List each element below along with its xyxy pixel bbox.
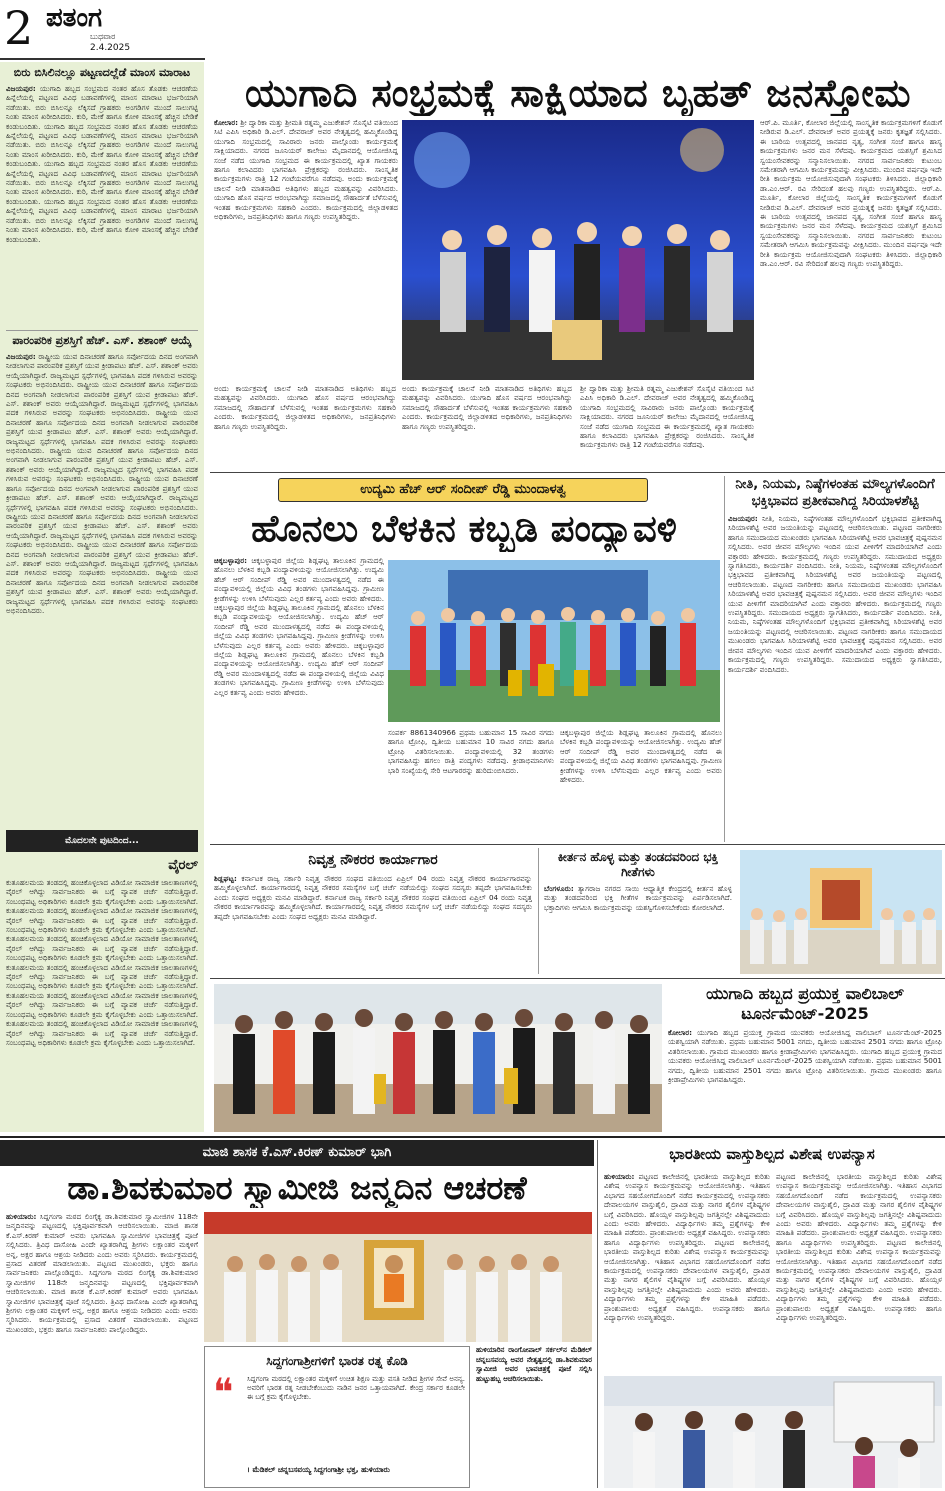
stage-photo-illustration — [402, 120, 754, 380]
vastu-photo — [604, 1376, 942, 1488]
story-body-filler: ಕುತೂಹಲಮಯ ತಂಡದಲ್ಲಿ ಹಂಚಿಕೊಳ್ಳಲಾದ ವಿಡಿಯೋ ಸಾಮಾಜಿಕ ಜಾಲತಾಣಗಳಲ್ಲಿ ವೈರಲ್ ಆಗಿದ್ದು ಸಾರ್ವಜನಿಕರು ಈ ಬಗ್ಗೆ ವ್ಯಾಪಕ ಚರ್ಚೆ ನಡೆಸುತ್ತಿದ್ದಾರೆ. ಸಂಬಂಧಪಟ್ಟ ಅಧಿಕಾರಿಗಳು ಕೂಡಲೇ ಕ್ರಮ ಕೈಗೊಳ್ಳಬೇಕು ಎಂದು ಒತ್ತಾಯಿಸಲಾಗಿದೆ. — [6, 990, 198, 1019]
sidebar-story-award — [6, 334, 198, 824]
continued-label: ಮೊದಲನೇ ಪುಟದಿಂದ... — [65, 836, 139, 846]
story-headline: ನಿವೃತ್ತ ನೌಕರರ ಕಾರ್ಯಾಗಾರ — [308, 852, 438, 868]
divider — [6, 330, 198, 331]
story-body-filler: ಅಂದು ಕಾರ್ಯಕ್ರಮಕ್ಕೆ ಚಾಲನೆ ನೀಡಿ ಮಾತನಾಡಿದ ಅತಿಥಿಗಳು ಹಬ್ಬದ ಮಹತ್ವವನ್ನು ವಿವರಿಸಿದರು. ಯುಗಾದಿ ಹೊಸ ವರ್ಷದ ಆರಂಭವಾಗಿದ್ದು ಸಮಾಜದಲ್ಲಿ ಸೌಹಾರ್ದತೆ ಬೆಳೆಸುವಲ್ಲಿ ಇಂತಹ ಕಾರ್ಯಕ್ರಮಗಳು ಸಹಕಾರಿ ಎಂದರು. ಕಾರ್ಯಕ್ರಮದಲ್ಲಿ ಜಿಲ್ಲಾಡಳಿತದ ಅಧಿಕಾರಿಗಳು, ಜನಪ್ರತಿನಿಧಿಗಳು ಹಾಗೂ ಗಣ್ಯರು ಉಪಸ್ಥಿತರಿದ್ದರು. — [214, 174, 398, 222]
story-body: ಚಿಕ್ಕಬಳ್ಳಾಪುರ ಜಿಲ್ಲೆಯ ಶಿಡ್ಲಘಟ್ಟ ತಾಲೂಕಿನ ಗ್ರಾಮದಲ್ಲಿ ಹೊನಲು ಬೆಳಕಿನ ಕಬ್ಬಡಿ ಪಂದ್ಯಾವಳಿಯನ್ನು ಆಯೋಜಿಸಲಾಗಿತ್ತು. ಉದ್ಯಮಿ ಹೆಚ್ ಆರ್ ಸಂದೀಪ್ ರೆಡ್ಡಿ ಅವರ ಮುಂದಾಳತ್ವದಲ್ಲಿ ನಡೆದ ಈ ಪಂದ್ಯಾವಳಿಯಲ್ಲಿ ಜಿಲ್ಲೆಯ ವಿವಿಧ ತಂಡಗಳು ಭಾಗವಹಿಸಿದ್ದವು. ಗ್ರಾಮೀಣ ಕ್ರೀಡೆಗಳನ್ನು ಉಳಿಸಿ ಬೆಳೆಸುವುದು ಎಲ್ಲರ ಕರ್ತವ್ಯ ಎಂದು ಅವರು ಹೇಳಿದರು. — [214, 556, 384, 603]
divider — [210, 844, 945, 845]
kabaddi-photo — [388, 560, 720, 722]
page-number: 2 — [4, 1, 34, 55]
story-headline: ಬಿರು ಬಿಸಿಲಿನಲ್ಲೂ ಪಟ್ಟಣದಲ್ಲೆಡೆ ಮಾಂಸ ಮಾರಾಟ — [13, 66, 191, 79]
story-body: ಅಂದು ಕಾರ್ಯಕ್ರಮಕ್ಕೆ ಚಾಲನೆ ನೀಡಿ ಮಾತನಾಡಿದ ಅತಿಥಿಗಳು ಹಬ್ಬದ ಮಹತ್ವವನ್ನು ವಿವರಿಸಿದರು. ಯುಗಾದಿ ಹೊಸ ವರ್ಷದ ಆರಂಭವಾಗಿದ್ದು ಸಮಾಜದಲ್ಲಿ ಸೌಹಾರ್ದತೆ ಬೆಳೆಸುವಲ್ಲಿ ಇಂತಹ ಕಾರ್ಯಕ್ರಮಗಳು ಸಹಕಾರಿ ಎಂದರು. ಕಾರ್ಯಕ್ರಮದಲ್ಲಿ ಜಿಲ್ಲಾಡಳಿತದ ಅಧಿಕಾರಿಗಳು, ಜನಪ್ರತಿನಿಧಿಗಳು ಹಾಗೂ ಗಣ್ಯರು ಉಪಸ್ಥಿತರಿದ್ದರು. — [214, 384, 396, 431]
story-body: ಪಟ್ಟಣದ ಕಾಲೇಜಿನಲ್ಲಿ ಭಾರತೀಯ ವಾಸ್ತುಶಿಲ್ಪದ ಕುರಿತು ವಿಶೇಷ ಉಪನ್ಯಾಸ ಕಾರ್ಯಕ್ರಮವನ್ನು ಆಯೋಜಿಸಲಾಗಿತ್ತು. ಇತಿಹಾಸ ವಿಭಾಗದ ಸಹಯೋಗದೊಂದಿಗೆ ನಡೆದ ಕಾರ್ಯಕ್ರಮದಲ್ಲಿ ಉಪನ್ಯಾಸಕರು ದೇವಾಲಯಗಳ ವಾಸ್ತುಶೈಲಿ, ದ್ರಾವಿಡ ಮತ್ತು ನಾಗರ ಶೈಲಿಗಳ ವೈಶಿಷ್ಟ್ಯಗಳ ಬಗ್ಗೆ ವಿವರಿಸಿದರು. ಹೊಯ್ಸಳ ವಾಸ್ತುಶಿಲ್ಪವು ಜಗತ್ತಿನಲ್ಲೇ ವಿಶಿಷ್ಟವಾದುದು ಎಂದು ಅವರು ಹೇಳಿದರು. ವಿದ್ಯಾರ್ಥಿಗಳು ತಮ್ಮ ಪ್ರಶ್ನೆಗಳನ್ನು ಕೇಳಿ ಮಾಹಿತಿ ಪಡೆದರು. ಪ್ರಾಂಶುಪಾಲರು ಅಧ್ಯಕ್ಷತೆ ವಹಿಸಿದ್ದರು. ಉಪನ್ಯಾಸಕರು ಹಾಗೂ ವಿದ್ಯಾರ್ಥಿಗಳು ಉಪಸ್ಥಿತರಿದ್ದರು. — [604, 1172, 770, 1247]
story-body-filler: ಕರ್ನಾಟಕ ರಾಜ್ಯ ಸರ್ಕಾರಿ ನಿವೃತ್ತ ನೌಕರರ ಸಂಘದ ವತಿಯಿಂದ ಏಪ್ರಿಲ್ 04 ರಂದು ನಿವೃತ್ತ ನೌಕರರ ಕಾರ್ಯಾಗಾರವನ್ನು ಹಮ್ಮಿಕೊಳ್ಳಲಾಗಿದೆ. ಕಾರ್ಯಾಗಾರದಲ್ಲಿ ನಿವೃತ್ತ ನೌಕರರ ಸಮಸ್ಯೆಗಳ ಬಗ್ಗೆ ಚರ್ಚೆ ನಡೆಯಲಿದ್ದು ಸಂಘದ ಸದಸ್ಯರು ತಪ್ಪದೇ ಭಾಗವಹಿಸಬೇಕು ಎಂದು ಸಂಘದ ಅಧ್ಯಕ್ಷರು ಮನವಿ ಮಾಡಿದ್ದಾರೆ. — [214, 892, 532, 921]
story-body-filler: ಸಿದ್ದಗಂಗಾ ಮಠದ ಲಿಂಗೈಕ್ಯ ಡಾ.ಶಿವಕುಮಾರ ಸ್ವಾಮೀಜಿಗಳ 118ನೇ ಜನ್ಮದಿನವನ್ನು ಪಟ್ಟಣದಲ್ಲಿ ಭಕ್ತಿಪೂರ್ವಕವಾಗಿ ಆಚರಿಸಲಾಯಿತು. ಮಾಜಿ ಶಾಸಕ ಕೆ.ಎಸ್.ಕಿರಣ್ ಕುಮಾರ್ ಅವರು ಭಾಗವಹಿಸಿ ಸ್ವಾಮೀಜಿಗಳ ಭಾವಚಿತ್ರಕ್ಕೆ ಪೂಜೆ ಸಲ್ಲಿಸಿದರು. ತ್ರಿವಿಧ ದಾಸೋಹಿ ಎಂದೇ ಖ್ಯಾತರಾಗಿದ್ದ ಶ್ರೀಗಳು ಲಕ್ಷಾಂತರ ಮಕ್ಕಳಿಗೆ ಅನ್ನ, ಅಕ್ಷರ ಹಾಗೂ ಆಶ್ರಯ ನೀಡಿದರು ಎಂದು ಅವರು ಸ್ಮರಿಸಿದರು. ಕಾರ್ಯಕ್ರಮದಲ್ಲಿ ಪ್ರಸಾದ ವಿತರಣೆ ಮಾಡಲಾಯಿತು. ಪಟ್ಟಣದ ಮುಖಂಡರು, ಭಕ್ತರು ಹಾಗೂ ಸಾರ್ವಜನಿಕರು ಪಾಲ್ಗೊಂಡಿದ್ದರು. — [6, 1268, 198, 1334]
dateline: ವಿಜಯಪುರ: — [728, 514, 758, 523]
story-body-filler: ಕುತೂಹಲಮಯ ತಂಡದಲ್ಲಿ ಹಂಚಿಕೊಳ್ಳಲಾದ ವಿಡಿಯೋ ಸಾಮಾಜಿಕ ಜಾಲತಾಣಗಳಲ್ಲಿ ವೈರಲ್ ಆಗಿದ್ದು ಸಾರ್ವಜನಿಕರು ಈ ಬಗ್ಗೆ ವ್ಯಾಪಕ ಚರ್ಚೆ ನಡೆಸುತ್ತಿದ್ದಾರೆ. ಸಂಬಂಧಪಟ್ಟ ಅಧಿಕಾರಿಗಳು ಕೂಡಲೇ ಕ್ರಮ ಕೈಗೊಳ್ಳಬೇಕು ಎಂದು ಒತ್ತಾಯಿಸಲಾಗಿದೆ. — [6, 1019, 198, 1047]
column-rule — [597, 1140, 598, 1488]
sidebar-story-meat — [6, 66, 198, 328]
volleyball-photo — [214, 984, 662, 1132]
sidebar-story-viral — [6, 858, 198, 1128]
quote-body: ಸಿದ್ದಗಂಗಾ ಮಠದಲ್ಲಿ ಲಕ್ಷಾಂತರ ಮಕ್ಕಳಿಗೆ ಉಚಿತ ಶಿಕ್ಷಣ ಮತ್ತು ವಸತಿ ನೀಡಿದ ಶ್ರೀಗಳ ಸೇವೆ ಅನನ್ಯ. ಅವರಿಗೆ ಭಾರತ ರತ್ನ ನೀಡಬೇಕೆಂಬುದು ನಾಡಿನ ಜನರ ಒತ್ತಾಯವಾಗಿದೆ. ಕೇಂದ್ರ ಸರ್ಕಾರ ಕೂಡಲೇ ಈ ಬಗ್ಗೆ ಕ್ರಮ ಕೈಗೊಳ್ಳಬೇಕು. — [247, 1375, 465, 1401]
lead-photo — [402, 120, 754, 380]
story-body-filler: ಕುತೂಹಲಮಯ ತಂಡದಲ್ಲಿ ಹಂಚಿಕೊಳ್ಳಲಾದ ವಿಡಿಯೋ ಸಾಮಾಜಿಕ ಜಾಲತಾಣಗಳಲ್ಲಿ ವೈರಲ್ ಆಗಿದ್ದು ಸಾರ್ವಜನಿಕರು ಈ ಬಗ್ಗೆ ವ್ಯಾಪಕ ಚರ್ಚೆ ನಡೆಸುತ್ತಿದ್ದಾರೆ. ಸಂಬಂಧಪಟ್ಟ ಅಧಿಕಾರಿಗಳು ಕೂಡಲೇ ಕ್ರಮ ಕೈಗೊಳ್ಳಬೇಕು ಎಂದು ಒತ್ತಾಯಿಸಲಾಗಿದೆ. — [6, 934, 198, 963]
story-body-filler: ಪಟ್ಟಣದ ಕಾಲೇಜಿನಲ್ಲಿ ಭಾರತೀಯ ವಾಸ್ತುಶಿಲ್ಪದ ಕುರಿತು ವಿಶೇಷ ಉಪನ್ಯಾಸ ಕಾರ್ಯಕ್ರಮವನ್ನು ಆಯೋಜಿಸಲಾಗಿತ್ತು. ಇತಿಹಾಸ ವಿಭಾಗದ ಸಹಯೋಗದೊಂದಿಗೆ ನಡೆದ ಕಾರ್ಯಕ್ರಮದಲ್ಲಿ ಉಪನ್ಯಾಸಕರು ದೇವಾಲಯಗಳ ವಾಸ್ತುಶೈಲಿ, ದ್ರಾವಿಡ ಮತ್ತು ನಾಗರ ಶೈಲಿಗಳ ವೈಶಿಷ್ಟ್ಯಗಳ ಬಗ್ಗೆ ವಿವರಿಸಿದರು. ಹೊಯ್ಸಳ ವಾಸ್ತುಶಿಲ್ಪವು ಜಗತ್ತಿನಲ್ಲೇ ವಿಶಿಷ್ಟವಾದುದು ಎಂದು ಅವರು ಹೇಳಿದರು. ವಿದ್ಯಾರ್ಥಿಗಳು ತಮ್ಮ ಪ್ರಶ್ನೆಗಳನ್ನು ಕೇಳಿ ಮಾಹಿತಿ ಪಡೆದರು. ಪ್ರಾಂಶುಪಾಲರು ಅಧ್ಯಕ್ಷತೆ ವಹಿಸಿದ್ದರು. ಉಪನ್ಯಾಸಕರು ಹಾಗೂ ವಿದ್ಯಾರ್ಥಿಗಳು ಉಪಸ್ಥಿತರಿದ್ದರು. — [604, 1237, 770, 1323]
story-body: ರಾಷ್ಟ್ರೀಯ ಯುವ ದಿನಾಚರಣೆ ಹಾಗೂ ಸರ್ವೋದಯ ದಿನದ ಅಂಗವಾಗಿ ನೀಡಲಾಗುವ ಪಾರಂಪರಿಕ ಪ್ರಶಸ್ತಿಗೆ ಯುವ ಕ್ರೀಡಾಪಟು ಹೆಚ್. ಎಸ್. ಶಶಾಂಕ್ ಅವರು ಆಯ್ಕೆಯಾಗಿದ್ದಾರೆ. ರಾಜ್ಯಮಟ್ಟದ ಸ್ಪರ್ಧೆಗಳಲ್ಲಿ ಭಾಗವಹಿಸಿ ಪದಕ ಗಳಿಸಿರುವ ಅವರನ್ನು ಸಂಘಟಕರು ಅಭಿನಂದಿಸಿದರು. — [6, 352, 198, 390]
story-body-filler: ಚಿಕ್ಕಬಳ್ಳಾಪುರ ಜಿಲ್ಲೆಯ ಶಿಡ್ಲಘಟ್ಟ ತಾಲೂಕಿನ ಗ್ರಾಮದಲ್ಲಿ ಹೊನಲು ಬೆಳಕಿನ ಕಬ್ಬಡಿ ಪಂದ್ಯಾವಳಿಯನ್ನು ಆಯೋಜಿಸಲಾಗಿತ್ತು. ಉದ್ಯಮಿ ಹೆಚ್ ಆರ್ ಸಂದೀಪ್ ರೆಡ್ಡಿ ಅವರ ಮುಂದಾಳತ್ವದಲ್ಲಿ ನಡೆದ ಈ ಪಂದ್ಯಾವಳಿಯಲ್ಲಿ ಜಿಲ್ಲೆಯ ವಿವಿಧ ತಂಡಗಳು ಭಾಗವಹಿಸಿದ್ದವು. ಗ್ರಾಮೀಣ ಕ್ರೀಡೆಗಳನ್ನು ಉಳಿಸಿ ಬೆಳೆಸುವುದು ಎಲ್ಲರ ಕರ್ತವ್ಯ ಎಂದು ಅವರು ಹೇಳಿದರು. — [214, 603, 384, 650]
story-headline: ಪಾರಂಪರಿಕ ಪ್ರಶಸ್ತಿಗೆ ಹೆಚ್. ಎಸ್. ಶಶಾಂಕ್ ಆಯ್ಕೆ — [12, 334, 192, 347]
lecture-hall-photo-illustration — [604, 1376, 942, 1488]
paper-logo: ಪತಂಗ — [46, 3, 103, 33]
story-body: ಚಿಕ್ಕಬಳ್ಳಾಪುರ ಜಿಲ್ಲೆಯ ಶಿಡ್ಲಘಟ್ಟ ತಾಲೂಕಿನ ಗ್ರಾಮದಲ್ಲಿ ಹೊನಲು ಬೆಳಕಿನ ಕಬ್ಬಡಿ ಪಂದ್ಯಾವಳಿಯನ್ನು ಆಯೋಜಿಸಲಾಗಿತ್ತು. ಉದ್ಯಮಿ ಹೆಚ್ ಆರ್ ಸಂದೀಪ್ ರೆಡ್ಡಿ ಅವರ ಮುಂದಾಳತ್ವದಲ್ಲಿ ನಡೆದ ಈ ಪಂದ್ಯಾವಳಿಯಲ್ಲಿ ಜಿಲ್ಲೆಯ ವಿವಿಧ ತಂಡಗಳು ಭಾಗವಹಿಸಿದ್ದವು. ಗ್ರಾಮೀಣ ಕ್ರೀಡೆಗಳನ್ನು ಉಳಿಸಿ ಬೆಳೆಸುವುದು ಎಲ್ಲರ ಕರ್ತವ್ಯ ಎಂದು ಅವರು ಹೇಳಿದರು. — [560, 728, 722, 785]
temple-hall-photo-illustration — [740, 850, 942, 974]
story-body: ಸಂಪರ್ಕ 8861340966 ಪ್ರಥಮ ಬಹುಮಾನ 15 ಸಾವಿರ ನಗದು ಹಾಗೂ ಟ್ರೋಫಿ, ದ್ವಿತೀಯ ಬಹುಮಾನ 10 ಸಾವಿರ ನಗದು ಹಾಗೂ ಟ್ರೋಫಿ ವಿತರಿಸಲಾಯಿತು. ಪಂದ್ಯಾವಳಿಯಲ್ಲಿ 32 ತಂಡಗಳು ಭಾಗವಹಿಸಿದ್ದು ಹಗಲು ರಾತ್ರಿ ಪಂದ್ಯಗಳು ನಡೆದವು. ಕ್ರೀಡಾಭಿಮಾನಿಗಳು ಭಾರಿ ಸಂಖ್ಯೆಯಲ್ಲಿ ಸೇರಿ ಆಟಗಾರರನ್ನು ಹುರಿದುಂಬಿಸಿದರು. — [388, 728, 554, 775]
column-rule — [538, 848, 539, 974]
story-body-filler: ರಾಷ್ಟ್ರೀಯ ಯುವ ದಿನಾಚರಣೆ ಹಾಗೂ ಸರ್ವೋದಯ ದಿನದ ಅಂಗವಾಗಿ ನೀಡಲಾಗುವ ಪಾರಂಪರಿಕ ಪ್ರಶಸ್ತಿಗೆ ಯುವ ಕ್ರೀಡಾಪಟು ಹೆಚ್. ಎಸ್. ಶಶಾಂಕ್ ಅವರು ಆಯ್ಕೆಯಾಗಿದ್ದಾರೆ. ರಾಜ್ಯಮಟ್ಟದ ಸ್ಪರ್ಧೆಗಳಲ್ಲಿ ಭಾಗವಹಿಸಿ ಪದಕ ಗಳಿಸಿರುವ ಅವರನ್ನು ಸಂಘಟಕರು ಅಭಿನಂದಿಸಿದರು. — [6, 446, 198, 484]
quote-title: ಸಿದ್ದಗಂಗಾಶ್ರೀಗಳಿಗೆ ಭಾರತ ರತ್ನ ಕೊಡಿ — [266, 1354, 408, 1368]
continued-banner — [6, 830, 198, 852]
divider — [210, 978, 945, 979]
dateline: ಶಿಡ್ಲಘಟ್ಟ: — [214, 874, 237, 883]
story-headline: ನೀತಿ, ನಿಯಮ, ನಿಷ್ಠೆಗಳಂತಹ ಮೌಲ್ಯಗಳೊಂದಿಗೆ ಭಕ್ತಿಭಾವದ ಪ್ರತೀಕವಾಗಿದ್ದ ಸಿರಿಯಾಳಶೆಟ್ಟಿ — [735, 477, 935, 509]
story-body: ಶ್ರೀ ದ್ವಾರಿಕಾ ಮತ್ತು ಶ್ರೀಮತಿ ರತ್ನಮ್ಮ ಎಜುಕೇಶನ್ ಸೊಸೈಟಿ ವತಿಯಿಂದ ಸಿಟಿ ಎಪಿಸಿ ಅಧಿಕಾರಿ ಡಿ.ಎಲ್. ದೇವರಾಜ್ ಅವರ ನೇತೃತ್ವದಲ್ಲಿ ಹಮ್ಮಿಕೊಂಡಿದ್ದ ಯುಗಾದಿ ಸಂಭ್ರಮದಲ್ಲಿ ಸಾವಿರಾರು ಜನರು ಪಾಲ್ಗೊಂಡು ಕಾರ್ಯಕ್ರಮಕ್ಕೆ ಸಾಕ್ಷಿಯಾದರು. ನಗರದ ಜೂನಿಯರ್ ಕಾಲೇಜು ಮೈದಾನದಲ್ಲಿ ಆಯೋಜಿಸಿದ್ದ ಸಂಜೆ ನಡೆದ ಯುಗಾದಿ ಸಂಭ್ರಮದ ಈ ಕಾರ್ಯಕ್ರಮದಲ್ಲಿ ಖ್ಯಾತ ಗಾಯಕರು ಹಾಗೂ ಕಲಾವಿದರು ಭಾಗವಹಿಸಿ ಪ್ರೇಕ್ಷಕರನ್ನು ರಂಜಿಸಿದರು. ಸಾಂಸ್ಕೃತಿಕ ಕಾರ್ಯಕ್ರಮಗಳು ರಾತ್ರಿ 12 ಗಂಟೆಯವರೆಗೂ ನಡೆದವು. — [214, 118, 398, 184]
column-rule — [724, 476, 725, 842]
story-body-filler: ಯುಗಾದಿ ಹಬ್ಬದ ಸಂಭ್ರಮದ ನಂತರ ಹೊಸ ತೊಡಕು ಆಚರಣೆಯ ಹಿನ್ನೆಲೆಯಲ್ಲಿ ಪಟ್ಟಣದ ವಿವಿಧ ಬಡಾವಣೆಗಳಲ್ಲಿ ಮಾಂಸ ಮಾರಾಟ ಭರ್ಜರಿಯಾಗಿ ನಡೆಯಿತು. ಬಿರು ಬಿಸಿಲನ್ನೂ ಲೆಕ್ಕಿಸದೆ ಗ್ರಾಹಕರು ಅಂಗಡಿಗಳ ಮುಂದೆ ಸಾಲುಗಟ್ಟಿ ನಿಂತು ಮಾಂಸ ಖರೀದಿಸಿದರು. ಕುರಿ, ಮೇಕೆ ಹಾಗೂ ಕೋಳಿ ಮಾಂಸಕ್ಕೆ ಹೆಚ್ಚಿನ ಬೇಡಿಕೆ ಕಂಡುಬಂದಿತು. — [6, 159, 198, 206]
quote-box — [204, 1346, 470, 1488]
story-body-filler: ರಾಷ್ಟ್ರೀಯ ಯುವ ದಿನಾಚರಣೆ ಹಾಗೂ ಸರ್ವೋದಯ ದಿನದ ಅಂಗವಾಗಿ ನೀಡಲಾಗುವ ಪಾರಂಪರಿಕ ಪ್ರಶಸ್ತಿಗೆ ಯುವ ಕ್ರೀಡಾಪಟು ಹೆಚ್. ಎಸ್. ಶಶಾಂಕ್ ಅವರು ಆಯ್ಕೆಯಾಗಿದ್ದಾರೆ. ರಾಜ್ಯಮಟ್ಟದ ಸ್ಪರ್ಧೆಗಳಲ್ಲಿ ಭಾಗವಹಿಸಿ ಪದಕ ಗಳಿಸಿರುವ ಅವರನ್ನು ಸಂಘಟಕರು ಅಭಿನಂದಿಸಿದರು. — [6, 408, 198, 456]
lead-col-bottom-b — [402, 384, 572, 468]
issue-date: 2.4.2025 — [90, 43, 131, 53]
kabaddi-kicker — [278, 478, 648, 502]
niti-story — [728, 476, 942, 840]
quote-author: । ಮೆಡಿಕಲ್ ಚನ್ನಬಸವಯ್ಯ ಸಿದ್ದಗಂಗಾಶ್ರೀ ಭಕ್ತ, ಹುಳಿಯಾರು — [247, 1465, 390, 1474]
story-body-filler: ಕುತೂಹಲಮಯ ತಂಡದಲ್ಲಿ ಹಂಚಿಕೊಳ್ಳಲಾದ ವಿಡಿಯೋ ಸಾಮಾಜಿಕ ಜಾಲತಾಣಗಳಲ್ಲಿ ವೈರಲ್ ಆಗಿದ್ದು ಸಾರ್ವಜನಿಕರು ಈ ಬಗ್ಗೆ ವ್ಯಾಪಕ ಚರ್ಚೆ ನಡೆಸುತ್ತಿದ್ದಾರೆ. ಸಂಬಂಧಪಟ್ಟ ಅಧಿಕಾರಿಗಳು ಕೂಡಲೇ ಕ್ರಮ ಕೈಗೊಳ್ಳಬೇಕು ಎಂದು ಒತ್ತಾಯಿಸಲಾಗಿದೆ. — [6, 906, 198, 935]
kabaddi-col-left — [214, 556, 384, 840]
volleyball-team-photo-illustration — [214, 984, 662, 1132]
story-body-filler: ರಾಷ್ಟ್ರೀಯ ಯುವ ದಿನಾಚರಣೆ ಹಾಗೂ ಸರ್ವೋದಯ ದಿನದ ಅಂಗವಾಗಿ ನೀಡಲಾಗುವ ಪಾರಂಪರಿಕ ಪ್ರಶಸ್ತಿಗೆ ಯುವ ಕ್ರೀಡಾಪಟು ಹೆಚ್. ಎಸ್. ಶಶಾಂಕ್ ಅವರು ಆಯ್ಕೆಯಾಗಿದ್ದಾರೆ. ರಾಜ್ಯಮಟ್ಟದ ಸ್ಪರ್ಧೆಗಳಲ್ಲಿ ಭಾಗವಹಿಸಿ ಪದಕ ಗಳಿಸಿರುವ ಅವರನ್ನು ಸಂಘಟಕರು ಅಭಿನಂದಿಸಿದರು. — [6, 568, 198, 615]
dateline: ಕೋಲಾರ: — [214, 118, 239, 127]
shivakumar-photo — [204, 1212, 592, 1342]
shivakumar-headline: ಡಾ.ಶಿವಕುಮಾರ ಸ್ವಾಮೀಜಿ ಜನ್ಮದಿನ ಆಚರಣೆ — [67, 1169, 527, 1207]
story-body: ನೀತಿ, ನಿಯಮ, ನಿಷ್ಠೆಗಳಂತಹ ಮೌಲ್ಯಗಳೊಂದಿಗೆ ಭಕ್ತಿಭಾವದ ಪ್ರತೀಕವಾಗಿದ್ದ ಸಿರಿಯಾಳಶೆಟ್ಟಿ ಅವರ ಜಯಂತಿಯನ್ನು ಪಟ್ಟಣದಲ್ಲಿ ಆಚರಿಸಲಾಯಿತು. ಪಟ್ಟಣದ ನಾಗರೀಕರು ಹಾಗೂ ಸಮುದಾಯದ ಮುಖಂಡರು ಭಾಗವಹಿಸಿ ಸಿರಿಯಾಳಶೆಟ್ಟಿ ಅವರ ಭಾವಚಿತ್ರಕ್ಕೆ ಪುಷ್ಪನಮನ ಸಲ್ಲಿಸಿದರು. ಅವರ ಜೀವನ ಮೌಲ್ಯಗಳು ಇಂದಿನ ಯುವ ಪೀಳಿಗೆಗೆ ಮಾದರಿಯಾಗಿವೆ ಎಂದು ವಕ್ತಾರರು ಹೇಳಿದರು. ಕಾರ್ಯಕ್ರಮದಲ್ಲಿ ಗಣ್ಯರು ಉಪಸ್ಥಿತರಿದ್ದರು. ಸಮುದಾಯದ ಅಧ್ಯಕ್ಷರು ಸ್ವಾಗತಿಸಿದರು, ಕಾರ್ಯದರ್ಶಿ ವಂದಿಸಿದರು. — [728, 514, 942, 571]
quote-mark-icon: ❝ — [213, 1370, 234, 1414]
lead-col-bottom-c — [580, 384, 754, 468]
story-body: ಕುತೂಹಲಮಯ ತಂಡದಲ್ಲಿ ಹಂಚಿಕೊಳ್ಳಲಾದ ವಿಡಿಯೋ ಸಾಮಾಜಿಕ ಜಾಲತಾಣಗಳಲ್ಲಿ ವೈರಲ್ ಆಗಿದ್ದು ಸಾರ್ವಜನಿಕರು ಈ ಬಗ್ಗೆ ವ್ಯಾಪಕ ಚರ್ಚೆ ನಡೆಸುತ್ತಿದ್ದಾರೆ. ಸಂಬಂಧಪಟ್ಟ ಅಧಿಕಾರಿಗಳು ಕೂಡಲೇ ಕ್ರಮ ಕೈಗೊಳ್ಳಬೇಕು ಎಂದು ಒತ್ತಾಯಿಸಲಾಗಿದೆ. — [6, 878, 198, 906]
volleyball-story — [668, 984, 942, 1132]
story-body-filler: ಕುತೂಹಲಮಯ ತಂಡದಲ್ಲಿ ಹಂಚಿಕೊಳ್ಳಲಾದ ವಿಡಿಯೋ ಸಾಮಾಜಿಕ ಜಾಲತಾಣಗಳಲ್ಲಿ ವೈರಲ್ ಆಗಿದ್ದು ಸಾರ್ವಜನಿಕರು ಈ ಬಗ್ಗೆ ವ್ಯಾಪಕ ಚರ್ಚೆ ನಡೆಸುತ್ತಿದ್ದಾರೆ. ಸಂಬಂಧಪಟ್ಟ ಅಧಿಕಾರಿಗಳು ಕೂಡಲೇ ಕ್ರಮ ಕೈಗೊಳ್ಳಬೇಕು ಎಂದು ಒತ್ತಾಯಿಸಲಾಗಿದೆ. — [6, 962, 198, 991]
divider — [0, 1136, 945, 1138]
shivakumar-kicker — [0, 1140, 594, 1166]
divider — [210, 472, 945, 473]
story-headline: ಯುಗಾದಿ ಹಬ್ಬದ ಪ್ರಯುಕ್ತ ವಾಲಿಬಾಲ್ ಟೂರ್ನಮೆಂಟ್-2025 — [706, 984, 904, 1023]
kirtan-story — [544, 850, 732, 974]
issue-day: ಬುಧವಾರ — [90, 32, 116, 41]
story-body-filler: ರಾಷ್ಟ್ರೀಯ ಯುವ ದಿನಾಚರಣೆ ಹಾಗೂ ಸರ್ವೋದಯ ದಿನದ ಅಂಗವಾಗಿ ನೀಡಲಾಗುವ ಪಾರಂಪರಿಕ ಪ್ರಶಸ್ತಿಗೆ ಯುವ ಕ್ರೀಡಾಪಟು ಹೆಚ್. ಎಸ್. ಶಶಾಂಕ್ ಅವರು ಆಯ್ಕೆಯಾಗಿದ್ದಾರೆ. ರಾಜ್ಯಮಟ್ಟದ ಸ್ಪರ್ಧೆಗಳಲ್ಲಿ ಭಾಗವಹಿಸಿ ಪದಕ ಗಳಿಸಿರುವ ಅವರನ್ನು ಸಂಘಟಕರು ಅಭಿನಂದಿಸಿದರು. — [6, 511, 198, 550]
story-body-filler: ಯುಗಾದಿ ಹಬ್ಬದ ಸಂಭ್ರಮದ ನಂತರ ಹೊಸ ತೊಡಕು ಆಚರಣೆಯ ಹಿನ್ನೆಲೆಯಲ್ಲಿ ಪಟ್ಟಣದ ವಿವಿಧ ಬಡಾವಣೆಗಳಲ್ಲಿ ಮಾಂಸ ಮಾರಾಟ ಭರ್ಜರಿಯಾಗಿ ನಡೆಯಿತು. ಬಿರು ಬಿಸಿಲನ್ನೂ ಲೆಕ್ಕಿಸದೆ ಗ್ರಾಹಕರು ಅಂಗಡಿಗಳ ಮುಂದೆ ಸಾಲುಗಟ್ಟಿ ನಿಂತು ಮಾಂಸ ಖರೀದಿಸಿದರು. ಕುರಿ, ಮೇಕೆ ಹಾಗೂ ಕೋಳಿ ಮಾಂಸಕ್ಕೆ ಹೆಚ್ಚಿನ ಬೇಡಿಕೆ ಕಂಡುಬಂದಿತು. — [6, 121, 198, 169]
retired-story — [214, 850, 532, 970]
story-body: ಅಂದು ಕಾರ್ಯಕ್ರಮಕ್ಕೆ ಚಾಲನೆ ನೀಡಿ ಮಾತನಾಡಿದ ಅತಿಥಿಗಳು ಹಬ್ಬದ ಮಹತ್ವವನ್ನು ವಿವರಿಸಿದರು. ಯುಗಾದಿ ಹೊಸ ವರ್ಷದ ಆರಂಭವಾಗಿದ್ದು ಸಮಾಜದಲ್ಲಿ ಸೌಹಾರ್ದತೆ ಬೆಳೆಸುವಲ್ಲಿ ಇಂತಹ ಕಾರ್ಯಕ್ರಮಗಳು ಸಹಕಾರಿ ಎಂದರು. ಕಾರ್ಯಕ್ರಮದಲ್ಲಿ ಜಿಲ್ಲಾಡಳಿತದ ಅಧಿಕಾರಿಗಳು, ಜನಪ್ರತಿನಿಧಿಗಳು ಹಾಗೂ ಗಣ್ಯರು ಉಪಸ್ಥಿತರಿದ್ದರು. — [402, 384, 572, 431]
story-body: ಸಿದ್ದಗಂಗಾ ಮಠದ ಲಿಂಗೈಕ್ಯ ಡಾ.ಶಿವಕುಮಾರ ಸ್ವಾಮೀಜಿಗಳ 118ನೇ ಜನ್ಮದಿನವನ್ನು ಪಟ್ಟಣದಲ್ಲಿ ಭಕ್ತಿಪೂರ್ವಕವಾಗಿ ಆಚರಿಸಲಾಯಿತು. ಮಾಜಿ ಶಾಸಕ ಕೆ.ಎಸ್.ಕಿರಣ್ ಕುಮಾರ್ ಅವರು ಭಾಗವಹಿಸಿ ಸ್ವಾಮೀಜಿಗಳ ಭಾವಚಿತ್ರಕ್ಕೆ ಪೂಜೆ ಸಲ್ಲಿಸಿದರು. ತ್ರಿವಿಧ ದಾಸೋಹಿ ಎಂದೇ ಖ್ಯಾತರಾಗಿದ್ದ ಶ್ರೀಗಳು ಲಕ್ಷಾಂತರ ಮಕ್ಕಳಿಗೆ ಅನ್ನ, ಅಕ್ಷರ ಹಾಗೂ ಆಶ್ರಯ ನೀಡಿದರು ಎಂದು ಅವರು ಸ್ಮರಿಸಿದರು. ಕಾರ್ಯಕ್ರಮದಲ್ಲಿ ಪ್ರಸಾದ ವಿತರಣೆ ಮಾಡಲಾಯಿತು. ಪಟ್ಟಣದ ಮುಖಂಡರು, ಭಕ್ತರು ಹಾಗೂ ಸಾರ್ವಜನಿಕರು ಪಾಲ್ಗೊಂಡಿದ್ದರು. — [6, 1212, 198, 1278]
vastu-headline — [602, 1140, 942, 1168]
shivakumar-col-left — [6, 1212, 198, 1488]
dateline: ಚಿಕ್ಕಬಳ್ಳಾಪುರ: — [214, 556, 248, 565]
story-body-filler: ರಾಷ್ಟ್ರೀಯ ಯುವ ದಿನಾಚರಣೆ ಹಾಗೂ ಸರ್ವೋದಯ ದಿನದ ಅಂಗವಾಗಿ ನೀಡಲಾಗುವ ಪಾರಂಪರಿಕ ಪ್ರಶಸ್ತಿಗೆ ಯುವ ಕ್ರೀಡಾಪಟು ಹೆಚ್. ಎಸ್. ಶಶಾಂಕ್ ಅವರು ಆಯ್ಕೆಯಾಗಿದ್ದಾರೆ. ರಾಜ್ಯಮಟ್ಟದ ಸ್ಪರ್ಧೆಗಳಲ್ಲಿ ಭಾಗವಹಿಸಿ ಪದಕ ಗಳಿಸಿರುವ ಅವರನ್ನು ಸಂಘಟಕರು ಅಭಿನಂದಿಸಿದರು. — [6, 474, 198, 512]
kabaddi-headline: ಹೊನಲು ಬೆಳಕಿನ ಕಬ್ಬಡಿ ಪಂದ್ಯಾವಳಿ — [251, 507, 677, 550]
kabaddi-col-mid — [388, 728, 554, 840]
swamiji-portrait-ceremony-illustration — [204, 1212, 592, 1342]
story-body: ಕರ್ನಾಟಕ ರಾಜ್ಯ ಸರ್ಕಾರಿ ನಿವೃತ್ತ ನೌಕರರ ಸಂಘದ ವತಿಯಿಂದ ಏಪ್ರಿಲ್ 04 ರಂದು ನಿವೃತ್ತ ನೌಕರರ ಕಾರ್ಯಾಗಾರವನ್ನು ಹಮ್ಮಿಕೊಳ್ಳಲಾಗಿದೆ. ಕಾರ್ಯಾಗಾರದಲ್ಲಿ ನಿವೃತ್ತ ನೌಕರರ ಸಮಸ್ಯೆಗಳ ಬಗ್ಗೆ ಚರ್ಚೆ ನಡೆಯಲಿದ್ದು ಸಂಘದ ಸದಸ್ಯರು ತಪ್ಪದೇ ಭಾಗವಹಿಸಬೇಕು ಎಂದು ಸಂಘದ ಅಧ್ಯಕ್ಷರು ಮನವಿ ಮಾಡಿದ್ದಾರೆ. — [214, 874, 532, 902]
story-body-filler: ಯುಗಾದಿ ಹಬ್ಬದ ಪ್ರಯುಕ್ತ ಗ್ರಾಮದ ಯುವಕರು ಆಯೋಜಿಸಿದ್ದ ವಾಲಿಬಾಲ್ ಟೂರ್ನಮೆಂಟ್-2025 ಯಶಸ್ವಿಯಾಗಿ ನಡೆಯಿತು. ಪ್ರಥಮ ಬಹುಮಾನ 5001 ನಗದು, ದ್ವಿತೀಯ ಬಹುಮಾನ 2501 ನಗದು ಹಾಗೂ ಟ್ರೋಫಿ ವಿತರಿಸಲಾಯಿತು. ಗ್ರಾಮದ ಮುಖಂಡರು ಹಾಗೂ ಕ್ರೀಡಾಪ್ರೇಮಿಗಳು ಭಾಗವಹಿಸಿದ್ದರು. — [668, 1046, 942, 1085]
kicker-text: ಮಾಜಿ ಶಾಸಕ ಕೆ.ಎಸ್.ಕಿರಣ್ ಕುಮಾರ್ ಭಾಗಿ — [202, 1145, 392, 1160]
story-body-filler: ನೀತಿ, ನಿಯಮ, ನಿಷ್ಠೆಗಳಂತಹ ಮೌಲ್ಯಗಳೊಂದಿಗೆ ಭಕ್ತಿಭಾವದ ಪ್ರತೀಕವಾಗಿದ್ದ ಸಿರಿಯಾಳಶೆಟ್ಟಿ ಅವರ ಜಯಂತಿಯನ್ನು ಪಟ್ಟಣದಲ್ಲಿ ಆಚರಿಸಲಾಯಿತು. ಪಟ್ಟಣದ ನಾಗರೀಕರು ಹಾಗೂ ಸಮುದಾಯದ ಮುಖಂಡರು ಭಾಗವಹಿಸಿ ಸಿರಿಯಾಳಶೆಟ್ಟಿ ಅವರ ಭಾವಚಿತ್ರಕ್ಕೆ ಪುಷ್ಪನಮನ ಸಲ್ಲಿಸಿದರು. ಅವರ ಜೀವನ ಮೌಲ್ಯಗಳು ಇಂದಿನ ಯುವ ಪೀಳಿಗೆಗೆ ಮಾದರಿಯಾಗಿವೆ ಎಂದು ವಕ್ತಾರರು ಹೇಳಿದರು. ಕಾರ್ಯಕ್ರಮದಲ್ಲಿ ಗಣ್ಯರು ಉಪಸ್ಥಿತರಿದ್ದರು. ಸಮುದಾಯದ ಅಧ್ಯಕ್ಷರು ಸ್ವಾಗತಿಸಿದರು, ಕಾರ್ಯದರ್ಶಿ ವಂದಿಸಿದರು. — [728, 561, 942, 618]
story-headline: ಭಾರತೀಯ ವಾಸ್ತುಶಿಲ್ಪದ ವಿಶೇಷ ಉಪನ್ಯಾಸ — [669, 1145, 875, 1163]
story-body: ಶ್ರೀ ದ್ವಾರಿಕಾ ಮತ್ತು ಶ್ರೀಮತಿ ರತ್ನಮ್ಮ ಎಜುಕೇಶನ್ ಸೊಸೈಟಿ ವತಿಯಿಂದ ಸಿಟಿ ಎಪಿಸಿ ಅಧಿಕಾರಿ ಡಿ.ಎಲ್. ದೇವರಾಜ್ ಅವರ ನೇತೃತ್ವದಲ್ಲಿ ಹಮ್ಮಿಕೊಂಡಿದ್ದ ಯುಗಾದಿ ಸಂಭ್ರಮದಲ್ಲಿ ಸಾವಿರಾರು ಜನರು ಪಾಲ್ಗೊಂಡು ಕಾರ್ಯಕ್ರಮಕ್ಕೆ ಸಾಕ್ಷಿಯಾದರು. ನಗರದ ಜೂನಿಯರ್ ಕಾಲೇಜು ಮೈದಾನದಲ್ಲಿ ಆಯೋಜಿಸಿದ್ದ ಸಂಜೆ ನಡೆದ ಯುಗಾದಿ ಸಂಭ್ರಮದ ಈ ಕಾರ್ಯಕ್ರಮದಲ್ಲಿ ಖ್ಯಾತ ಗಾಯಕರು ಹಾಗೂ ಕಲಾವಿದರು ಭಾಗವಹಿಸಿ ಪ್ರೇಕ್ಷಕರನ್ನು ರಂಜಿಸಿದರು. ಸಾಂಸ್ಕೃತಿಕ ಕಾರ್ಯಕ್ರಮಗಳು ರಾತ್ರಿ 12 ಗಂಟೆಯವರೆಗೂ ನಡೆದವು. — [580, 384, 754, 450]
kabaddi-col-right — [560, 728, 722, 840]
story-body-filler: ಯುಗಾದಿ ಹಬ್ಬದ ಸಂಭ್ರಮದ ನಂತರ ಹೊಸ ತೊಡಕು ಆಚರಣೆಯ ಹಿನ್ನೆಲೆಯಲ್ಲಿ ಪಟ್ಟಣದ ವಿವಿಧ ಬಡಾವಣೆಗಳಲ್ಲಿ ಮಾಂಸ ಮಾರಾಟ ಭರ್ಜರಿಯಾಗಿ ನಡೆಯಿತು. ಬಿರು ಬಿಸಿಲನ್ನೂ ಲೆಕ್ಕಿಸದೆ ಗ್ರಾಹಕರು ಅಂಗಡಿಗಳ ಮುಂದೆ ಸಾಲುಗಟ್ಟಿ ನಿಂತು ಮಾಂಸ ಖರೀದಿಸಿದರು. ಕುರಿ, ಮೇಕೆ ಹಾಗೂ ಕೋಳಿ ಮಾಂಸಕ್ಕೆ ಹೆಚ್ಚಿನ ಬೇಡಿಕೆ ಕಂಡುಬಂದಿತು. — [6, 196, 198, 244]
story-headline: ವೈರಲ್ — [168, 858, 198, 873]
story-body-filler: ನೀತಿ, ನಿಯಮ, ನಿಷ್ಠೆಗಳಂತಹ ಮೌಲ್ಯಗಳೊಂದಿಗೆ ಭಕ್ತಿಭಾವದ ಪ್ರತೀಕವಾಗಿದ್ದ ಸಿರಿಯಾಳಶೆಟ್ಟಿ ಅವರ ಜಯಂತಿಯನ್ನು ಪಟ್ಟಣದಲ್ಲಿ ಆಚರಿಸಲಾಯಿತು. ಪಟ್ಟಣದ ನಾಗರೀಕರು ಹಾಗೂ ಸಮುದಾಯದ ಮುಖಂಡರು ಭಾಗವಹಿಸಿ ಸಿರಿಯಾಳಶೆಟ್ಟಿ ಅವರ ಭಾವಚಿತ್ರಕ್ಕೆ ಪುಷ್ಪನಮನ ಸಲ್ಲಿಸಿದರು. ಅವರ ಜೀವನ ಮೌಲ್ಯಗಳು ಇಂದಿನ ಯುವ ಪೀಳಿಗೆಗೆ ಮಾದರಿಯಾಗಿವೆ ಎಂದು ವಕ್ತಾರರು ಹೇಳಿದರು. ಕಾರ್ಯಕ್ರಮದಲ್ಲಿ ಗಣ್ಯರು ಉಪಸ್ಥಿತರಿದ್ದರು. ಸಮುದಾಯದ ಅಧ್ಯಕ್ಷರು ಸ್ವಾಗತಿಸಿದರು, ಕಾರ್ಯದರ್ಶಿ ವಂದಿಸಿದರು. — [728, 608, 942, 674]
kirtan-photo — [740, 850, 942, 974]
masthead — [0, 0, 210, 60]
story-body-filler: ಚಿಕ್ಕಬಳ್ಳಾಪುರ ಜಿಲ್ಲೆಯ ಶಿಡ್ಲಘಟ್ಟ ತಾಲೂಕಿನ ಗ್ರಾಮದಲ್ಲಿ ಹೊನಲು ಬೆಳಕಿನ ಕಬ್ಬಡಿ ಪಂದ್ಯಾವಳಿಯನ್ನು ಆಯೋಜಿಸಲಾಗಿತ್ತು. ಉದ್ಯಮಿ ಹೆಚ್ ಆರ್ ಸಂದೀಪ್ ರೆಡ್ಡಿ ಅವರ ಮುಂದಾಳತ್ವದಲ್ಲಿ ನಡೆದ ಈ ಪಂದ್ಯಾವಳಿಯಲ್ಲಿ ಜಿಲ್ಲೆಯ ವಿವಿಧ ತಂಡಗಳು ಭಾಗವಹಿಸಿದ್ದವು. ಗ್ರಾಮೀಣ ಕ್ರೀಡೆಗಳನ್ನು ಉಳಿಸಿ ಬೆಳೆಸುವುದು ಎಲ್ಲರ ಕರ್ತವ್ಯ ಎಂದು ಅವರು ಹೇಳಿದರು. — [214, 640, 384, 697]
story-body-filler: ರಾಷ್ಟ್ರೀಯ ಯುವ ದಿನಾಚರಣೆ ಹಾಗೂ ಸರ್ವೋದಯ ದಿನದ ಅಂಗವಾಗಿ ನೀಡಲಾಗುವ ಪಾರಂಪರಿಕ ಪ್ರಶಸ್ತಿಗೆ ಯುವ ಕ್ರೀಡಾಪಟು ಹೆಚ್. ಎಸ್. ಶಶಾಂಕ್ ಅವರು ಆಯ್ಕೆಯಾಗಿದ್ದಾರೆ. ರಾಜ್ಯಮಟ್ಟದ ಸ್ಪರ್ಧೆಗಳಲ್ಲಿ ಭಾಗವಹಿಸಿ ಪದಕ ಗಳಿಸಿರುವ ಅವರನ್ನು ಸಂಘಟಕರು ಅಭಿನಂದಿಸಿದರು. — [6, 540, 198, 578]
kicker-text: ಉದ್ಯಮಿ ಹೆಚ್ ಆರ್ ಸಂದೀಪ್ ರೆಡ್ಡಿ ಮುಂದಾಳತ್ವ — [360, 482, 566, 497]
vastu-col-right — [776, 1172, 942, 1372]
story-body-filler: ಆರ್.ಪಿ. ಮೂರ್ತಿ, ಕೋಲಾರ ಜಿಲ್ಲೆಯಲ್ಲಿ ಸಾಂಸ್ಕೃತಿಕ ಕಾರ್ಯಕ್ರಮಗಳಿಗೆ ಕೊಡುಗೆ ನೀಡಿರುವ ಡಿ.ಎಲ್. ದೇವರಾಜ್ ಅವರ ಪ್ರಯತ್ನಕ್ಕೆ ಜನರು ಕೃತಜ್ಞತೆ ಸಲ್ಲಿಸಿದರು. ಈ ಬಾರಿಯ ಉತ್ಸವದಲ್ಲಿ ಜಾನಪದ ನೃತ್ಯ, ಸಂಗೀತ ಸಂಜೆ ಹಾಗೂ ಹಾಸ್ಯ ಕಾರ್ಯಕ್ರಮಗಳು ಜನರ ಮನ ಸೆಳೆದವು. ಕಾರ್ಯಕ್ರಮದ ಯಶಸ್ಸಿಗೆ ಶ್ರಮಿಸಿದ ಸ್ವಯಂಸೇವಕರನ್ನು ಸನ್ಮಾನಿಸಲಾಯಿತು. ನಗರದ ಸಾರ್ವಜನಿಕರು ಕುಟುಂಬ ಸಮೇತರಾಗಿ ಆಗಮಿಸಿ ಕಾರ್ಯಕ್ರಮವನ್ನು ವೀಕ್ಷಿಸಿದರು. ಮುಂದಿನ ವರ್ಷವೂ ಇದೇ ರೀತಿ ಕಾರ್ಯಕ್ರಮ ಆಯೋಜಿಸುವುದಾಗಿ ಸಂಘಟಕರು ತಿಳಿಸಿದರು. ಜಿಲ್ಲಾಧಿಕಾರಿ ಡಾ.ಎಂ.ಆರ್. ರವಿ ಸೇರಿದಂತೆ ಹಲವು ಗಣ್ಯರು ಉಪಸ್ಥಿತರಿದ್ದರು. — [760, 183, 942, 269]
kabaddi-team-photo-illustration — [388, 560, 720, 722]
dateline: ಬೆಂಗಳೂರು: — [544, 884, 574, 893]
lead-headline: ಯುಗಾದಿ ಸಂಭ್ರಮಕ್ಕೆ ಸಾಕ್ಷಿಯಾದ ಬೃಹತ್ ಜನಸ್ತೋಮ — [244, 71, 912, 115]
side-caption: ಹುಳಿಯಾರಿನ ರಾಂಗೋಪಾಲ್ ಸರ್ಕಲ್‌ನ ಮೆಡಿಕಲ್ ಚನ್ನಬಸವಯ್ಯ ಅವರ ನೇತೃತ್ವದಲ್ಲಿ ಡಾ.ಶಿವಕುಮಾರ ಸ್ವಾಮೀಜಿ ಅವರ ಭಾವಚಿತ್ರಕ್ಕೆ ಪೂಜೆ ಸಲ್ಲಿಸಿ ಹುಟ್ಟುಹಬ್ಬ ಆಚರಿಸಲಾಯಿತು. — [476, 1346, 592, 1383]
lead-col-right — [760, 118, 942, 468]
story-body-filler: ರಾಷ್ಟ್ರೀಯ ಯುವ ದಿನಾಚರಣೆ ಹಾಗೂ ಸರ್ವೋದಯ ದಿನದ ಅಂಗವಾಗಿ ನೀಡಲಾಗುವ ಪಾರಂಪರಿಕ ಪ್ರಶಸ್ತಿಗೆ ಯುವ ಕ್ರೀಡಾಪಟು ಹೆಚ್. ಎಸ್. ಶಶಾಂಕ್ ಅವರು ಆಯ್ಕೆಯಾಗಿದ್ದಾರೆ. ರಾಜ್ಯಮಟ್ಟದ ಸ್ಪರ್ಧೆಗಳಲ್ಲಿ ಭಾಗವಹಿಸಿ ಪದಕ ಗಳಿಸಿರುವ ಅವರನ್ನು ಸಂಘಟಕರು ಅಭಿನಂದಿಸಿದರು. — [6, 380, 198, 418]
story-body: ಯುಗಾದಿ ಹಬ್ಬದ ಸಂಭ್ರಮದ ನಂತರ ಹೊಸ ತೊಡಕು ಆಚರಣೆಯ ಹಿನ್ನೆಲೆಯಲ್ಲಿ ಪಟ್ಟಣದ ವಿವಿಧ ಬಡಾವಣೆಗಳಲ್ಲಿ ಮಾಂಸ ಮಾರಾಟ ಭರ್ಜರಿಯಾಗಿ ನಡೆಯಿತು. ಬಿರು ಬಿಸಿಲನ್ನೂ ಲೆಕ್ಕಿಸದೆ ಗ್ರಾಹಕರು ಅಂಗಡಿಗಳ ಮುಂದೆ ಸಾಲುಗಟ್ಟಿ ನಿಂತು ಮಾಂಸ ಖರೀದಿಸಿದರು. ಕುರಿ, ಮೇಕೆ ಹಾಗೂ ಕೋಳಿ ಮಾಂಸಕ್ಕೆ ಹೆಚ್ಚಿನ ಬೇಡಿಕೆ ಕಂಡುಬಂದಿತು. — [6, 84, 198, 131]
masthead-rule — [0, 58, 205, 60]
dateline: ಹುಳಿಯಾರು: — [604, 1172, 635, 1181]
story-body-filler: ಪಟ್ಟಣದ ಕಾಲೇಜಿನಲ್ಲಿ ಭಾರತೀಯ ವಾಸ್ತುಶಿಲ್ಪದ ಕುರಿತು ವಿಶೇಷ ಉಪನ್ಯಾಸ ಕಾರ್ಯಕ್ರಮವನ್ನು ಆಯೋಜಿಸಲಾಗಿತ್ತು. ಇತಿಹಾಸ ವಿಭಾಗದ ಸಹಯೋಗದೊಂದಿಗೆ ನಡೆದ ಕಾರ್ಯಕ್ರಮದಲ್ಲಿ ಉಪನ್ಯಾಸಕರು ದೇವಾಲಯಗಳ ವಾಸ್ತುಶೈಲಿ, ದ್ರಾವಿಡ ಮತ್ತು ನಾಗರ ಶೈಲಿಗಳ ವೈಶಿಷ್ಟ್ಯಗಳ ಬಗ್ಗೆ ವಿವರಿಸಿದರು. ಹೊಯ್ಸಳ ವಾಸ್ತುಶಿಲ್ಪವು ಜಗತ್ತಿನಲ್ಲೇ ವಿಶಿಷ್ಟವಾದುದು ಎಂದು ಅವರು ಹೇಳಿದರು. ವಿದ್ಯಾರ್ಥಿಗಳು ತಮ್ಮ ಪ್ರಶ್ನೆಗಳನ್ನು ಕೇಳಿ ಮಾಹಿತಿ ಪಡೆದರು. ಪ್ರಾಂಶುಪಾಲರು ಅಧ್ಯಕ್ಷತೆ ವಹಿಸಿದ್ದರು. ಉಪನ್ಯಾಸಕರು ಹಾಗೂ ವಿದ್ಯಾರ್ಥಿಗಳು ಉಪಸ್ಥಿತರಿದ್ದರು. — [776, 1237, 942, 1323]
story-body: ಆರ್.ಪಿ. ಮೂರ್ತಿ, ಕೋಲಾರ ಜಿಲ್ಲೆಯಲ್ಲಿ ಸಾಂಸ್ಕೃತಿಕ ಕಾರ್ಯಕ್ರಮಗಳಿಗೆ ಕೊಡುಗೆ ನೀಡಿರುವ ಡಿ.ಎಲ್. ದೇವರಾಜ್ ಅವರ ಪ್ರಯತ್ನಕ್ಕೆ ಜನರು ಕೃತಜ್ಞತೆ ಸಲ್ಲಿಸಿದರು. ಈ ಬಾರಿಯ ಉತ್ಸವದಲ್ಲಿ ಜಾನಪದ ನೃತ್ಯ, ಸಂಗೀತ ಸಂಜೆ ಹಾಗೂ ಹಾಸ್ಯ ಕಾರ್ಯಕ್ರಮಗಳು ಜನರ ಮನ ಸೆಳೆದವು. ಕಾರ್ಯಕ್ರಮದ ಯಶಸ್ಸಿಗೆ ಶ್ರಮಿಸಿದ ಸ್ವಯಂಸೇವಕರನ್ನು ಸನ್ಮಾನಿಸಲಾಯಿತು. ನಗರದ ಸಾರ್ವಜನಿಕರು ಕುಟುಂಬ ಸಮೇತರಾಗಿ ಆಗಮಿಸಿ ಕಾರ್ಯಕ್ರಮವನ್ನು ವೀಕ್ಷಿಸಿದರು. ಮುಂದಿನ ವರ್ಷವೂ ಇದೇ ರೀತಿ ಕಾರ್ಯಕ್ರಮ ಆಯೋಜಿಸುವುದಾಗಿ ಸಂಘಟಕರು ತಿಳಿಸಿದರು. ಜಿಲ್ಲಾಧಿಕಾರಿ ಡಾ.ಎಂ.ಆರ್. ರವಿ ಸೇರಿದಂತೆ ಹಲವು ಗಣ್ಯರು ಉಪಸ್ಥಿತರಿದ್ದರು. — [760, 118, 942, 193]
shivakumar-side-caption — [476, 1346, 592, 1488]
dateline: ಹುಳಿಯಾರು: — [6, 1212, 37, 1221]
vastu-col-left — [604, 1172, 770, 1372]
dateline: ವಿಜಯಪುರ: — [6, 84, 36, 93]
story-body: ಯುಗಾದಿ ಹಬ್ಬದ ಪ್ರಯುಕ್ತ ಗ್ರಾಮದ ಯುವಕರು ಆಯೋಜಿಸಿದ್ದ ವಾಲಿಬಾಲ್ ಟೂರ್ನಮೆಂಟ್-2025 ಯಶಸ್ವಿಯಾಗಿ ನಡೆಯಿತು. ಪ್ರಥಮ ಬಹುಮಾನ 5001 ನಗದು, ದ್ವಿತೀಯ ಬಹುಮಾನ 2501 ನಗದು ಹಾಗೂ ಟ್ರೋಫಿ ವಿತರಿಸಲಾಯಿತು. ಗ್ರಾಮದ ಮುಖಂಡರು ಹಾಗೂ ಕ್ರೀಡಾಪ್ರೇಮಿಗಳು ಭಾಗವಹಿಸಿದ್ದರು. — [668, 1028, 942, 1056]
story-headline: ಕೀರ್ತನ ಹೊಳ್ಳ ಮತ್ತು ತಂಡದವರಿಂದ ಭಕ್ತಿ ಗೀತೆಗಳು — [557, 850, 719, 879]
lead-col-bottom-a — [214, 384, 396, 468]
lead-col-left — [214, 118, 398, 378]
dateline: ವಿಜಯಪುರ: — [6, 352, 36, 361]
dateline: ಕೋಲಾರ: — [668, 1028, 693, 1037]
story-body: ಪಟ್ಟಣದ ಕಾಲೇಜಿನಲ್ಲಿ ಭಾರತೀಯ ವಾಸ್ತುಶಿಲ್ಪದ ಕುರಿತು ವಿಶೇಷ ಉಪನ್ಯಾಸ ಕಾರ್ಯಕ್ರಮವನ್ನು ಆಯೋಜಿಸಲಾಗಿತ್ತು. ಇತಿಹಾಸ ವಿಭಾಗದ ಸಹಯೋಗದೊಂದಿಗೆ ನಡೆದ ಕಾರ್ಯಕ್ರಮದಲ್ಲಿ ಉಪನ್ಯಾಸಕರು ದೇವಾಲಯಗಳ ವಾಸ್ತುಶೈಲಿ, ದ್ರಾವಿಡ ಮತ್ತು ನಾಗರ ಶೈಲಿಗಳ ವೈಶಿಷ್ಟ್ಯಗಳ ಬಗ್ಗೆ ವಿವರಿಸಿದರು. ಹೊಯ್ಸಳ ವಾಸ್ತುಶಿಲ್ಪವು ಜಗತ್ತಿನಲ್ಲೇ ವಿಶಿಷ್ಟವಾದುದು ಎಂದು ಅವರು ಹೇಳಿದರು. ವಿದ್ಯಾರ್ಥಿಗಳು ತಮ್ಮ ಪ್ರಶ್ನೆಗಳನ್ನು ಕೇಳಿ ಮಾಹಿತಿ ಪಡೆದರು. ಪ್ರಾಂಶುಪಾಲರು ಅಧ್ಯಕ್ಷತೆ ವಹಿಸಿದ್ದರು. ಉಪನ್ಯಾಸಕರು ಹಾಗೂ ವಿದ್ಯಾರ್ಥಿಗಳು ಉಪಸ್ಥಿತರಿದ್ದರು. — [776, 1172, 942, 1247]
story-body: ತ್ಯಾಗರಾಜ ನಗರದ ಸಾಯಿ ಆಧ್ಯಾತ್ಮಿಕ ಕೇಂದ್ರದಲ್ಲಿ ಕೀರ್ತನ ಹೊಳ್ಳ ಮತ್ತು ತಂಡದವರಿಂದ ಭಕ್ತಿ ಗೀತೆಗಳ ಕಾರ್ಯಕ್ರಮವನ್ನು ಏರ್ಪಡಿಸಲಾಗಿದೆ. ಭಕ್ತಾದಿಗಳು ಆಗಮಿಸಿ ಕಾರ್ಯಕ್ರಮವನ್ನು ಯಶಸ್ವಿಗೊಳಿಸಬೇಕೆಂದು ಕೋರಲಾಗಿದೆ. — [544, 884, 732, 912]
